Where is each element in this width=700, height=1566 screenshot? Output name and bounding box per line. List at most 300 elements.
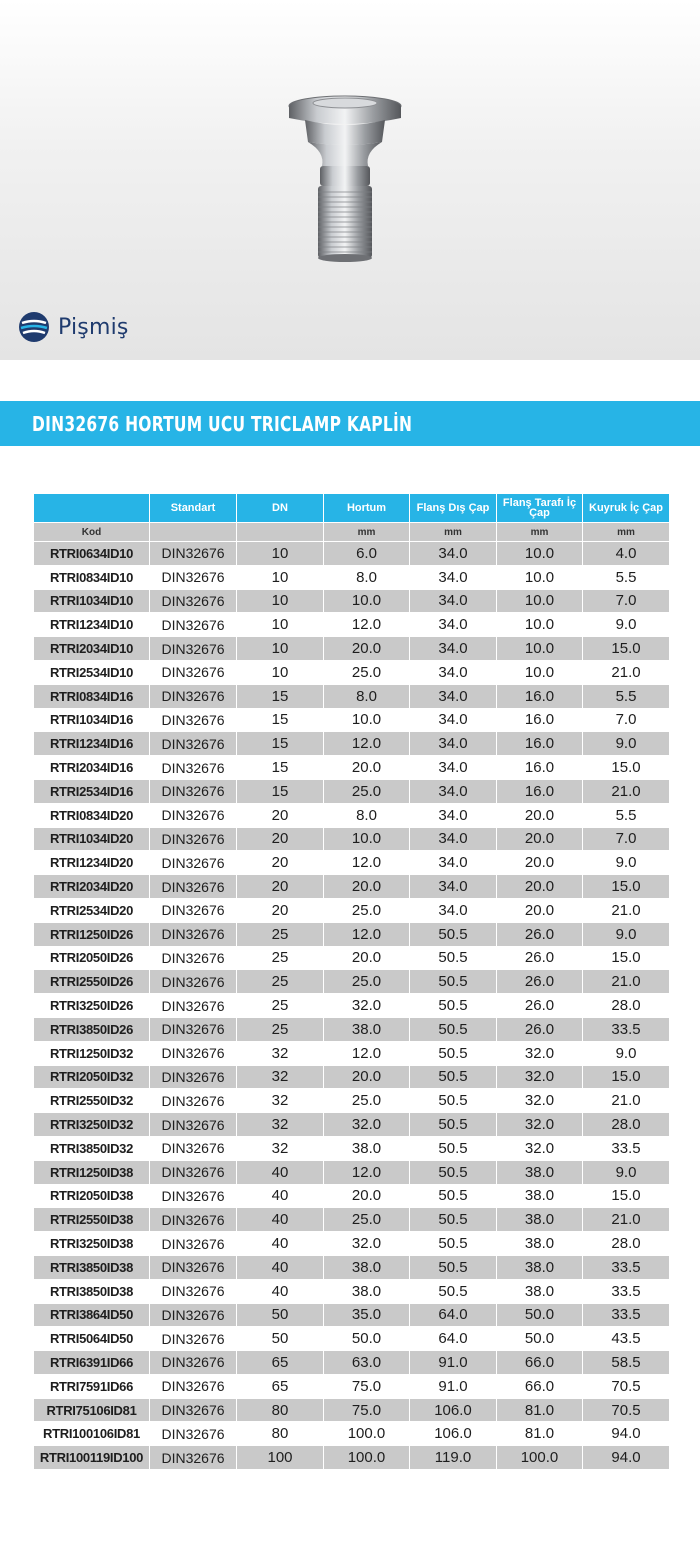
tail-id-cell: 15.0 (583, 1065, 670, 1089)
hose-cell: 20.0 (324, 756, 410, 780)
flange-od-cell: 50.5 (410, 970, 497, 994)
product-code-cell: RTRI2534ID10 (34, 660, 150, 684)
product-code-cell: RTRI1034ID16 (34, 708, 150, 732)
flange-od-cell: 50.5 (410, 1113, 497, 1137)
flange-od-cell: 34.0 (410, 684, 497, 708)
header-cell: Flanş Tarafı İç Çap (497, 494, 583, 523)
header-cell (34, 494, 150, 523)
table-row (34, 1398, 670, 1422)
tail-id-cell: 43.5 (583, 1327, 670, 1351)
tail-id-cell: 94.0 (583, 1446, 670, 1470)
flange-od-cell: 50.5 (410, 1208, 497, 1232)
flange-id-cell: 10.0 (497, 637, 583, 661)
product-code-cell: RTRI1250ID32 (34, 1041, 150, 1065)
flange-od-cell: 34.0 (410, 851, 497, 875)
flange-id-cell: 32.0 (497, 1136, 583, 1160)
standard-cell: DIN32676 (150, 1351, 237, 1375)
dn-cell: 32 (237, 1136, 324, 1160)
dn-cell: 10 (237, 542, 324, 566)
hose-cell: 38.0 (324, 1255, 410, 1279)
product-code-cell: RTRI3850ID38 (34, 1255, 150, 1279)
standard-cell: DIN32676 (150, 827, 237, 851)
product-code-cell: RTRI3864ID50 (34, 1303, 150, 1327)
table-row (34, 1374, 670, 1398)
flange-id-cell: 20.0 (497, 898, 583, 922)
tail-id-cell: 15.0 (583, 637, 670, 661)
dn-cell: 15 (237, 708, 324, 732)
table-row (34, 1089, 670, 1113)
product-code-cell: RTRI0834ID10 (34, 565, 150, 589)
dn-cell: 20 (237, 898, 324, 922)
standard-cell: DIN32676 (150, 994, 237, 1018)
flange-id-cell: 16.0 (497, 732, 583, 756)
flange-id-cell: 26.0 (497, 946, 583, 970)
flange-od-cell: 34.0 (410, 589, 497, 613)
flange-od-cell: 34.0 (410, 637, 497, 661)
flange-od-cell: 50.5 (410, 1160, 497, 1184)
header-cell: Flanş Dış Çap (410, 494, 497, 523)
standard-cell: DIN32676 (150, 1089, 237, 1113)
standard-cell: DIN32676 (150, 922, 237, 946)
table-row (34, 1422, 670, 1446)
dn-cell: 40 (237, 1184, 324, 1208)
hose-cell: 63.0 (324, 1351, 410, 1375)
tail-id-cell: 33.5 (583, 1303, 670, 1327)
flange-id-cell: 66.0 (497, 1374, 583, 1398)
product-code-cell: RTRI2550ID38 (34, 1208, 150, 1232)
hose-cell: 6.0 (324, 542, 410, 566)
table-row (34, 660, 670, 684)
dn-cell: 65 (237, 1351, 324, 1375)
hose-cell: 38.0 (324, 1017, 410, 1041)
table-row (34, 1136, 670, 1160)
dn-cell: 10 (237, 660, 324, 684)
hose-cell: 32.0 (324, 1232, 410, 1256)
dn-cell: 32 (237, 1113, 324, 1137)
flange-od-cell: 50.5 (410, 946, 497, 970)
unit-cell: mm (497, 523, 583, 542)
pismis-logo (18, 308, 129, 346)
dn-cell: 25 (237, 1017, 324, 1041)
standard-cell: DIN32676 (150, 542, 237, 566)
flange-od-cell: 50.5 (410, 1232, 497, 1256)
hose-cell: 8.0 (324, 565, 410, 589)
tail-id-cell: 5.5 (583, 803, 670, 827)
dn-cell: 40 (237, 1232, 324, 1256)
flange-id-cell: 10.0 (497, 542, 583, 566)
hose-cell: 25.0 (324, 970, 410, 994)
product-code-cell: RTRI3850ID32 (34, 1136, 150, 1160)
tail-id-cell: 21.0 (583, 1208, 670, 1232)
tail-id-cell: 9.0 (583, 732, 670, 756)
product-code-cell: RTRI1250ID26 (34, 922, 150, 946)
flange-od-cell: 34.0 (410, 803, 497, 827)
hose-cell: 20.0 (324, 875, 410, 899)
standard-cell: DIN32676 (150, 565, 237, 589)
hose-cell: 12.0 (324, 1041, 410, 1065)
logo-text: Pişmiş (58, 314, 129, 340)
standard-cell: DIN32676 (150, 1136, 237, 1160)
dn-cell: 80 (237, 1398, 324, 1422)
dn-cell: 25 (237, 970, 324, 994)
flange-id-cell: 10.0 (497, 565, 583, 589)
table-row (34, 684, 670, 708)
dn-cell: 15 (237, 756, 324, 780)
dn-cell: 40 (237, 1255, 324, 1279)
table-row (34, 803, 670, 827)
flange-od-cell: 50.5 (410, 1279, 497, 1303)
dn-cell: 20 (237, 851, 324, 875)
flange-od-cell: 50.5 (410, 1184, 497, 1208)
flange-od-cell: 34.0 (410, 827, 497, 851)
table-row (34, 1303, 670, 1327)
unit-cell (150, 523, 237, 542)
table-row (34, 1041, 670, 1065)
product-code-cell: RTRI1234ID10 (34, 613, 150, 637)
tail-id-cell: 7.0 (583, 589, 670, 613)
tail-id-cell: 4.0 (583, 542, 670, 566)
hose-cell: 10.0 (324, 589, 410, 613)
flange-id-cell: 26.0 (497, 994, 583, 1018)
tail-id-cell: 28.0 (583, 1113, 670, 1137)
standard-cell: DIN32676 (150, 756, 237, 780)
flange-id-cell: 38.0 (497, 1208, 583, 1232)
standard-cell: DIN32676 (150, 1374, 237, 1398)
product-code-cell: RTRI7591ID66 (34, 1374, 150, 1398)
dn-cell: 40 (237, 1208, 324, 1232)
tail-id-cell: 9.0 (583, 922, 670, 946)
flange-id-cell: 38.0 (497, 1184, 583, 1208)
standard-cell: DIN32676 (150, 898, 237, 922)
hose-cell: 12.0 (324, 922, 410, 946)
flange-od-cell: 64.0 (410, 1327, 497, 1351)
hose-cell: 12.0 (324, 1160, 410, 1184)
flange-id-cell: 16.0 (497, 708, 583, 732)
flange-id-cell: 16.0 (497, 779, 583, 803)
tail-id-cell: 21.0 (583, 970, 670, 994)
hose-cell: 12.0 (324, 613, 410, 637)
product-code-cell: RTRI2034ID16 (34, 756, 150, 780)
flange-id-cell: 32.0 (497, 1113, 583, 1137)
hose-cell: 25.0 (324, 1208, 410, 1232)
flange-od-cell: 34.0 (410, 542, 497, 566)
table-row (34, 946, 670, 970)
product-code-cell: RTRI2050ID32 (34, 1065, 150, 1089)
flange-id-cell: 100.0 (497, 1446, 583, 1470)
flange-id-cell: 26.0 (497, 970, 583, 994)
product-code-cell: RTRI3250ID38 (34, 1232, 150, 1256)
product-code-cell: RTRI2034ID10 (34, 637, 150, 661)
hose-cell: 38.0 (324, 1136, 410, 1160)
flange-od-cell: 50.5 (410, 1041, 497, 1065)
standard-cell: DIN32676 (150, 851, 237, 875)
tail-id-cell: 9.0 (583, 1041, 670, 1065)
flange-od-cell: 34.0 (410, 660, 497, 684)
tail-id-cell: 21.0 (583, 779, 670, 803)
standard-cell: DIN32676 (150, 1327, 237, 1351)
unit-cell: mm (583, 523, 670, 542)
table-row (34, 898, 670, 922)
header-cell: DN (237, 494, 324, 523)
tail-id-cell: 5.5 (583, 565, 670, 589)
flange-od-cell: 50.5 (410, 1255, 497, 1279)
standard-cell: DIN32676 (150, 589, 237, 613)
tail-id-cell: 33.5 (583, 1136, 670, 1160)
standard-cell: DIN32676 (150, 1184, 237, 1208)
dn-cell: 40 (237, 1279, 324, 1303)
product-code-cell: RTRI3850ID38 (34, 1279, 150, 1303)
flange-id-cell: 10.0 (497, 613, 583, 637)
flange-od-cell: 34.0 (410, 708, 497, 732)
table-row (34, 637, 670, 661)
page-title: DIN32676 HORTUM UCU TRICLAMP KAPLİN (32, 411, 413, 436)
dn-cell: 10 (237, 637, 324, 661)
table-row (34, 1017, 670, 1041)
flange-id-cell: 38.0 (497, 1255, 583, 1279)
flange-od-cell: 34.0 (410, 779, 497, 803)
flange-id-cell: 20.0 (497, 803, 583, 827)
tail-id-cell: 33.5 (583, 1017, 670, 1041)
dn-cell: 15 (237, 684, 324, 708)
product-code-cell: RTRI2050ID38 (34, 1184, 150, 1208)
header-cell: Kuyruk İç Çap (583, 494, 670, 523)
flange-od-cell: 119.0 (410, 1446, 497, 1470)
flange-id-cell: 81.0 (497, 1422, 583, 1446)
flange-id-cell: 20.0 (497, 875, 583, 899)
table-row (34, 1208, 670, 1232)
dn-cell: 10 (237, 565, 324, 589)
unit-row (34, 523, 670, 542)
tail-id-cell: 58.5 (583, 1351, 670, 1375)
tail-id-cell: 33.5 (583, 1255, 670, 1279)
standard-cell: DIN32676 (150, 970, 237, 994)
flange-id-cell: 10.0 (497, 660, 583, 684)
tail-id-cell: 7.0 (583, 827, 670, 851)
table-row (34, 1327, 670, 1351)
header-row (34, 494, 670, 523)
standard-cell: DIN32676 (150, 1208, 237, 1232)
flange-od-cell: 50.5 (410, 1136, 497, 1160)
unit-cell: mm (410, 523, 497, 542)
product-code-cell: RTRI6391ID66 (34, 1351, 150, 1375)
dn-cell: 15 (237, 779, 324, 803)
hose-cell: 32.0 (324, 994, 410, 1018)
dn-cell: 20 (237, 803, 324, 827)
standard-cell: DIN32676 (150, 803, 237, 827)
table-row (34, 779, 670, 803)
flange-od-cell: 50.5 (410, 922, 497, 946)
standard-cell: DIN32676 (150, 660, 237, 684)
product-code-cell: RTRI1250ID38 (34, 1160, 150, 1184)
hose-cell: 10.0 (324, 827, 410, 851)
unit-cell: mm (324, 523, 410, 542)
table-row (34, 1184, 670, 1208)
standard-cell: DIN32676 (150, 613, 237, 637)
product-code-cell: RTRI1234ID20 (34, 851, 150, 875)
tail-id-cell: 94.0 (583, 1422, 670, 1446)
flange-id-cell: 32.0 (497, 1089, 583, 1113)
tail-id-cell: 21.0 (583, 1089, 670, 1113)
product-code-cell: RTRI1034ID20 (34, 827, 150, 851)
product-code-cell: RTRI1234ID16 (34, 732, 150, 756)
product-code-cell: RTRI2550ID32 (34, 1089, 150, 1113)
product-code-cell: RTRI1034ID10 (34, 589, 150, 613)
dn-cell: 100 (237, 1446, 324, 1470)
product-code-cell: RTRI2534ID16 (34, 779, 150, 803)
flange-id-cell: 50.0 (497, 1303, 583, 1327)
dn-cell: 80 (237, 1422, 324, 1446)
tail-id-cell: 7.0 (583, 708, 670, 732)
hose-cell: 8.0 (324, 684, 410, 708)
table-row (34, 851, 670, 875)
dn-cell: 25 (237, 922, 324, 946)
table-row (34, 565, 670, 589)
standard-cell: DIN32676 (150, 1446, 237, 1470)
standard-cell: DIN32676 (150, 637, 237, 661)
header-cell: Standart (150, 494, 237, 523)
flange-id-cell: 32.0 (497, 1041, 583, 1065)
hose-cell: 75.0 (324, 1398, 410, 1422)
dn-cell: 32 (237, 1089, 324, 1113)
product-code-cell: RTRI2050ID26 (34, 946, 150, 970)
hose-cell: 100.0 (324, 1446, 410, 1470)
hose-cell: 25.0 (324, 1089, 410, 1113)
product-code-cell: RTRI100119ID100 (34, 1446, 150, 1470)
unit-cell (237, 523, 324, 542)
tail-id-cell: 15.0 (583, 1184, 670, 1208)
hose-cell: 32.0 (324, 1113, 410, 1137)
flange-od-cell: 34.0 (410, 756, 497, 780)
table-row (34, 970, 670, 994)
title-banner (0, 401, 700, 446)
dn-cell: 32 (237, 1065, 324, 1089)
table-row (34, 1351, 670, 1375)
standard-cell: DIN32676 (150, 1422, 237, 1446)
standard-cell: DIN32676 (150, 779, 237, 803)
flange-id-cell: 16.0 (497, 684, 583, 708)
flange-id-cell: 66.0 (497, 1351, 583, 1375)
table-row (34, 1113, 670, 1137)
product-code-cell: RTRI3250ID32 (34, 1113, 150, 1137)
dn-cell: 10 (237, 589, 324, 613)
product-code-cell: RTRI2534ID20 (34, 898, 150, 922)
product-code-cell: RTRI3850ID26 (34, 1017, 150, 1041)
hose-cell: 35.0 (324, 1303, 410, 1327)
dn-cell: 15 (237, 732, 324, 756)
standard-cell: DIN32676 (150, 946, 237, 970)
standard-cell: DIN32676 (150, 1017, 237, 1041)
standard-cell: DIN32676 (150, 875, 237, 899)
dn-cell: 25 (237, 994, 324, 1018)
standard-cell: DIN32676 (150, 1398, 237, 1422)
table-row (34, 756, 670, 780)
dn-cell: 20 (237, 827, 324, 851)
flange-id-cell: 16.0 (497, 756, 583, 780)
flange-od-cell: 34.0 (410, 898, 497, 922)
hose-cell: 25.0 (324, 779, 410, 803)
hose-cell: 20.0 (324, 1065, 410, 1089)
tail-id-cell: 9.0 (583, 613, 670, 637)
standard-cell: DIN32676 (150, 1160, 237, 1184)
flange-id-cell: 38.0 (497, 1160, 583, 1184)
hose-cell: 20.0 (324, 946, 410, 970)
flange-id-cell: 38.0 (497, 1232, 583, 1256)
flange-od-cell: 106.0 (410, 1422, 497, 1446)
standard-cell: DIN32676 (150, 732, 237, 756)
flange-od-cell: 34.0 (410, 613, 497, 637)
triclamp-fitting-image (280, 90, 410, 270)
product-code-cell: RTRI100106ID81 (34, 1422, 150, 1446)
product-code-cell: RTRI75106ID81 (34, 1398, 150, 1422)
hose-cell: 50.0 (324, 1327, 410, 1351)
table-row (34, 542, 670, 566)
dn-cell: 50 (237, 1327, 324, 1351)
table-row (34, 827, 670, 851)
table-row (34, 1160, 670, 1184)
flange-od-cell: 34.0 (410, 732, 497, 756)
table-row (34, 1279, 670, 1303)
table-row (34, 589, 670, 613)
tail-id-cell: 70.5 (583, 1398, 670, 1422)
tail-id-cell: 9.0 (583, 1160, 670, 1184)
table-row (34, 1446, 670, 1470)
standard-cell: DIN32676 (150, 1065, 237, 1089)
flange-id-cell: 50.0 (497, 1327, 583, 1351)
flange-id-cell: 81.0 (497, 1398, 583, 1422)
product-code-cell: RTRI0834ID16 (34, 684, 150, 708)
flange-od-cell: 50.5 (410, 1089, 497, 1113)
standard-cell: DIN32676 (150, 1255, 237, 1279)
standard-cell: DIN32676 (150, 1303, 237, 1327)
spec-table (33, 493, 670, 1470)
flange-od-cell: 50.5 (410, 1017, 497, 1041)
flange-od-cell: 34.0 (410, 565, 497, 589)
product-code-cell: RTRI0634ID10 (34, 542, 150, 566)
hose-cell: 75.0 (324, 1374, 410, 1398)
flange-id-cell: 26.0 (497, 922, 583, 946)
tail-id-cell: 21.0 (583, 660, 670, 684)
standard-cell: DIN32676 (150, 1041, 237, 1065)
product-code-cell: RTRI0834ID20 (34, 803, 150, 827)
standard-cell: DIN32676 (150, 1232, 237, 1256)
hose-cell: 100.0 (324, 1422, 410, 1446)
flange-id-cell: 32.0 (497, 1065, 583, 1089)
table-row (34, 1255, 670, 1279)
hose-cell: 12.0 (324, 851, 410, 875)
tail-id-cell: 15.0 (583, 756, 670, 780)
tail-id-cell: 33.5 (583, 1279, 670, 1303)
flange-od-cell: 34.0 (410, 875, 497, 899)
flange-id-cell: 10.0 (497, 589, 583, 613)
dn-cell: 65 (237, 1374, 324, 1398)
product-code-cell: RTRI3250ID26 (34, 994, 150, 1018)
flange-id-cell: 26.0 (497, 1017, 583, 1041)
flange-od-cell: 50.5 (410, 994, 497, 1018)
hose-cell: 25.0 (324, 660, 410, 684)
product-code-cell: RTRI2550ID26 (34, 970, 150, 994)
dn-cell: 40 (237, 1160, 324, 1184)
unit-cell: Kod (34, 523, 150, 542)
hose-cell: 8.0 (324, 803, 410, 827)
tail-id-cell: 21.0 (583, 898, 670, 922)
tail-id-cell: 28.0 (583, 994, 670, 1018)
tail-id-cell: 28.0 (583, 1232, 670, 1256)
tail-id-cell: 9.0 (583, 851, 670, 875)
flange-od-cell: 106.0 (410, 1398, 497, 1422)
standard-cell: DIN32676 (150, 684, 237, 708)
flange-od-cell: 91.0 (410, 1374, 497, 1398)
table-row (34, 708, 670, 732)
